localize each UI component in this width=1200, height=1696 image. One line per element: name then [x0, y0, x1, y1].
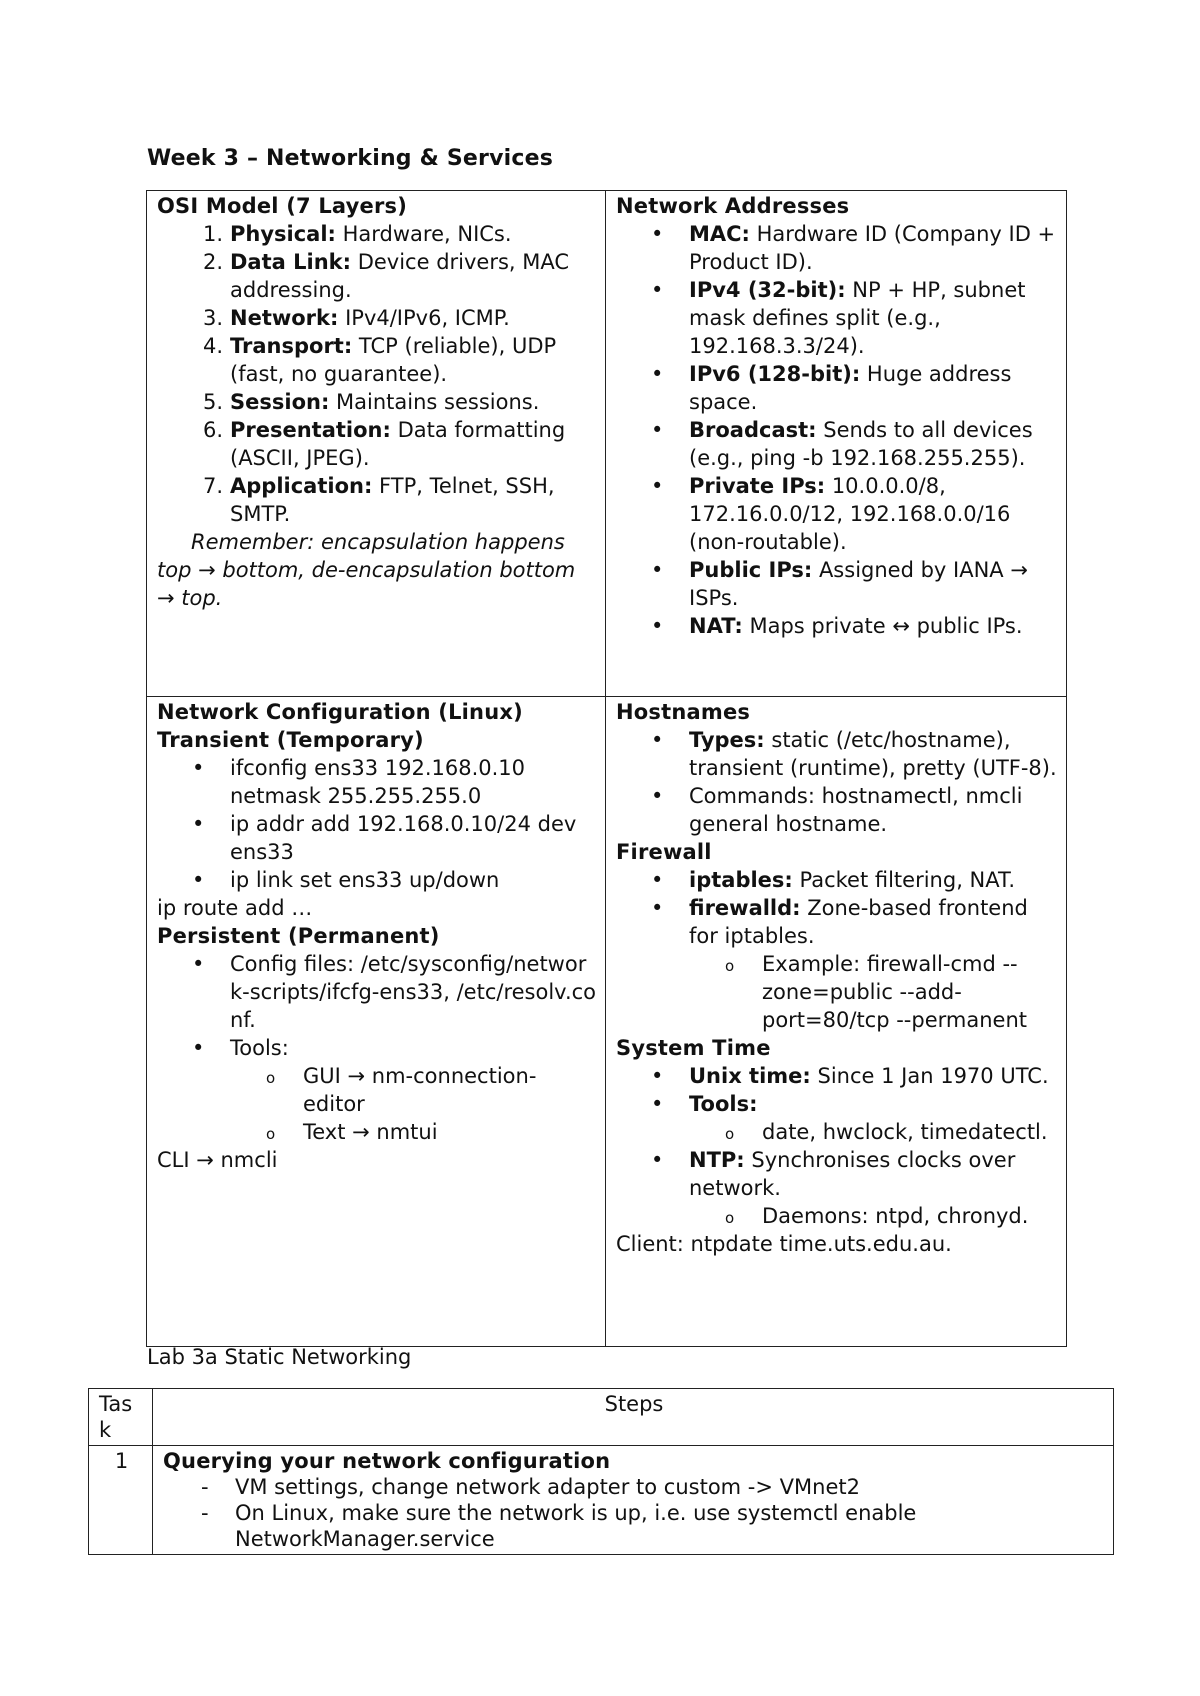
firewall-heading: Firewall [616, 840, 712, 864]
page-title: Week 3 – Networking & Services [147, 146, 554, 171]
osi-layer-list [157, 220, 597, 528]
list-item: • Types: static (/etc/hostname), transient (runtime), pretty (UTF-8). [616, 726, 1058, 782]
list-item: 1. Physical: Hardware, NICs. [202, 222, 512, 246]
list-item: 3. Network: IPv4/IPv6, ICMP. [202, 306, 510, 330]
hostnames-heading: Hostnames [616, 700, 751, 724]
transient-heading: Transient (Temporary) [157, 728, 424, 752]
firewall-list [616, 866, 1058, 950]
osi-heading: OSI Model (7 Layers) [157, 194, 408, 218]
encapsulation-note: Remember: encapsulation happens top → bottom, de-encapsulation bottom → top. [157, 530, 576, 610]
list-item: • ifconfig ens33 192.168.0.10 netmask 255.255.255.0 [157, 754, 597, 810]
steps-column-header: Steps [153, 1389, 1114, 1446]
list-item: - VM settings, change network adapter to custom -> VMnet2 [163, 1474, 1105, 1500]
task-step-list [163, 1474, 1105, 1552]
ntp-sublist [616, 1202, 1058, 1230]
list-item: • MAC: Hardware ID (Company ID + Product ID). [616, 220, 1058, 276]
tools-sublist [157, 1062, 597, 1146]
time-heading: System Time [616, 1036, 771, 1060]
list-item: • firewalld: Zone-based frontend for iptables. [616, 894, 1058, 950]
list-item: o Daemons: ntpd, chronyd. [616, 1202, 1058, 1230]
address-list [616, 220, 1058, 640]
list-item: • NTP: Synchronises clocks over network. [616, 1146, 1058, 1202]
route-line: ip route add … [157, 896, 313, 920]
list-item: • Tools: [616, 1090, 1058, 1118]
list-item: • Config files: /etc/sysconfig/network-scripts/ifcfg-ens33, /etc/resolv.conf. [157, 950, 597, 1034]
netconfig-cell [147, 697, 606, 1347]
ntp-list [616, 1146, 1058, 1202]
table-header-row [89, 1389, 1114, 1446]
list-item: o GUI → nm-connection-editor [157, 1062, 597, 1118]
persistent-list [157, 950, 597, 1062]
cli-line: CLI → nmcli [157, 1148, 278, 1172]
task-number: 1 [89, 1446, 153, 1555]
list-item: 2. Data Link: Device drivers, MAC addressing. [202, 250, 570, 302]
list-item: • Private IPs: 10.0.0.0/8, 172.16.0.0/12, 192.168.0.0/16 (non-routable). [616, 472, 1058, 556]
list-item: • Unix time: Since 1 Jan 1970 UTC. [616, 1062, 1058, 1090]
addresses-cell [606, 191, 1067, 697]
list-item: 6. Presentation: Data formatting (ASCII, JPEG). [202, 418, 566, 470]
list-item: • Tools: [157, 1034, 597, 1062]
list-item: • iptables: Packet filtering, NAT. [616, 866, 1058, 894]
task-heading: Querying your network configuration [163, 1449, 611, 1473]
task-steps-cell [153, 1446, 1114, 1555]
list-item: 4. Transport: TCP (reliable), UDP (fast, no guarantee). [202, 334, 557, 386]
transient-list [157, 754, 597, 894]
lab-steps-table [88, 1388, 1114, 1555]
list-item: • Public IPs: Assigned by IANA → ISPs. [616, 556, 1058, 612]
ntp-client-line: Client: ntpdate time.uts.edu.au. [616, 1232, 952, 1256]
hostnames-list [616, 726, 1058, 838]
firewall-sublist [616, 950, 1058, 1034]
notes-table [146, 190, 1067, 1347]
list-item: • Broadcast: Sends to all devices (e.g., ping -b 192.168.255.255). [616, 416, 1058, 472]
hostnames-cell [606, 697, 1067, 1347]
table-row [89, 1446, 1114, 1555]
list-item: - On Linux, make sure the network is up, i.e. use systemctl enable NetworkManager.service [163, 1500, 1105, 1552]
time-list [616, 1062, 1058, 1118]
task-column-header: Task [89, 1389, 153, 1446]
netconfig-heading: Network Configuration (Linux) [157, 700, 523, 724]
list-item: • IPv6 (128-bit): Huge address space. [616, 360, 1058, 416]
list-item: • NAT: Maps private ↔ public IPs. [616, 612, 1058, 640]
list-item: 5. Session: Maintains sessions. [202, 390, 540, 414]
list-item: • ip link set ens33 up/down [157, 866, 597, 894]
list-item: o Example: firewall-cmd --zone=public --add-port=80/tcp --permanent [616, 950, 1058, 1034]
list-item: • IPv4 (32-bit): NP + HP, subnet mask defines split (e.g., 192.168.3.3/24). [616, 276, 1058, 360]
osi-cell [147, 191, 606, 697]
list-item: 7. Application: FTP, Telnet, SSH, SMTP. [202, 474, 555, 526]
time-tools-sublist [616, 1118, 1058, 1146]
list-item: • ip addr add 192.168.0.10/24 dev ens33 [157, 810, 597, 866]
list-item: o date, hwclock, timedatectl. [616, 1118, 1058, 1146]
list-item: o Text → nmtui [157, 1118, 597, 1146]
persistent-heading: Persistent (Permanent) [157, 924, 440, 948]
list-item: • Commands: hostnamectl, nmcli general hostname. [616, 782, 1058, 838]
lab-title: Lab 3a Static Networking [147, 1345, 412, 1369]
addresses-heading: Network Addresses [616, 194, 850, 218]
